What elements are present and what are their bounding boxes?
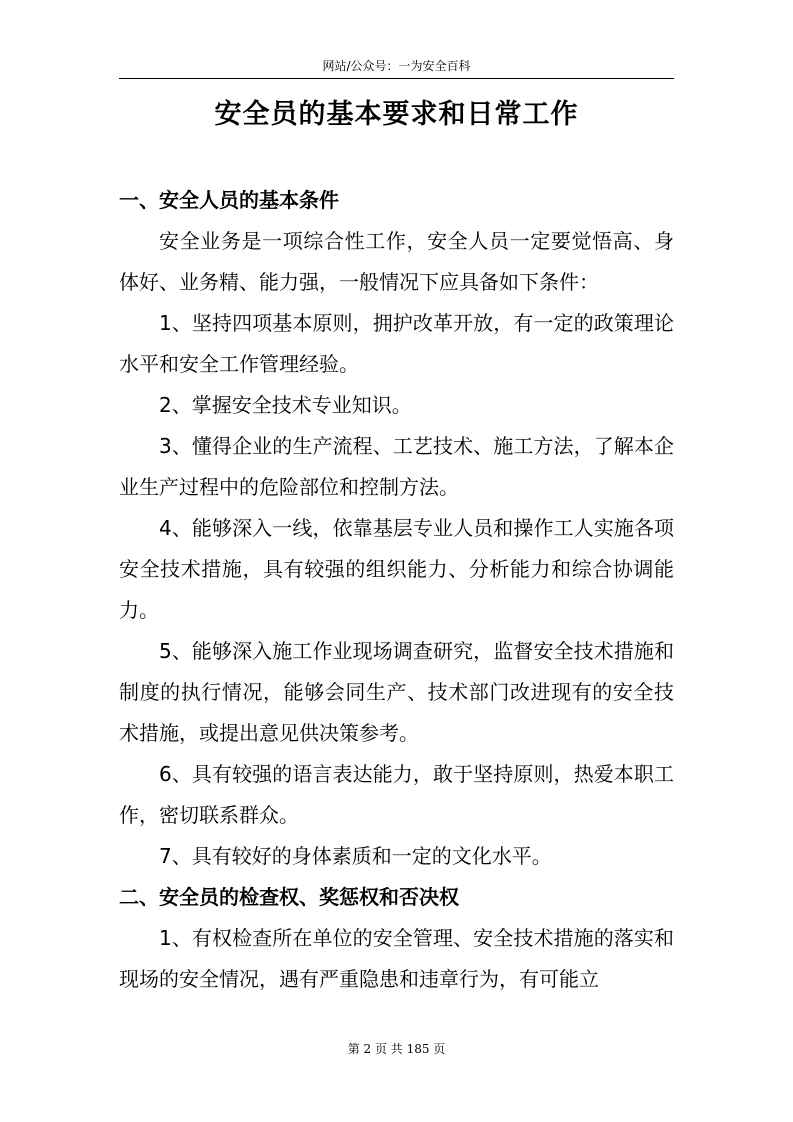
list-item: 7、具有较好的身体素质和一定的文化水平。: [159, 844, 552, 868]
list-item: 2、掌握安全技术专业知识。: [159, 393, 412, 417]
list-item: 1、有权检查所在单位的安全管理、安全技术措施的落实和现场的安全情况，遇有严重隐患和违章行为，有可能立: [119, 926, 674, 991]
list-item: 1、坚持四项基本原则，拥护改革开放，有一定的政策理论水平和安全工作管理经验。: [119, 311, 674, 376]
document-body: [119, 180, 674, 1000]
list-item: 4、能够深入一线，依靠基层专业人员和操作工人实施各项安全技术措施，具有较强的组织能力、分析能力和综合协调能力。: [119, 516, 674, 622]
document-title: 安全员的基本要求和日常工作: [214, 99, 579, 130]
section-heading: 二、安全员的检查权、奖惩权和否决权: [119, 885, 459, 909]
page-header: 网站/公众号：一为安全百科: [322, 59, 471, 73]
list-item: 6、具有较强的语言表达能力，敢于坚持原则，热爱本职工作，密切联系群众。: [119, 762, 674, 827]
header-divider: [119, 78, 674, 79]
page-number: 第 2 页 共 185 页: [347, 1042, 446, 1056]
list-item: 5、能够深入施工作业现场调查研究，监督安全技术措施和制度的执行情况，能够会同生产、技术部门改进现有的安全技术措施，或提出意见供决策参考。: [119, 639, 674, 745]
list-item: 3、懂得企业的生产流程、工艺技术、施工方法，了解本企业生产过程中的危险部位和控制方法。: [119, 434, 674, 499]
paragraph: 安全业务是一项综合性工作，安全人员一定要觉悟高、身体好、业务精、能力强，一般情况下应具备如下条件：: [119, 229, 674, 294]
section-heading: 一、安全人员的基本条件: [119, 188, 339, 212]
